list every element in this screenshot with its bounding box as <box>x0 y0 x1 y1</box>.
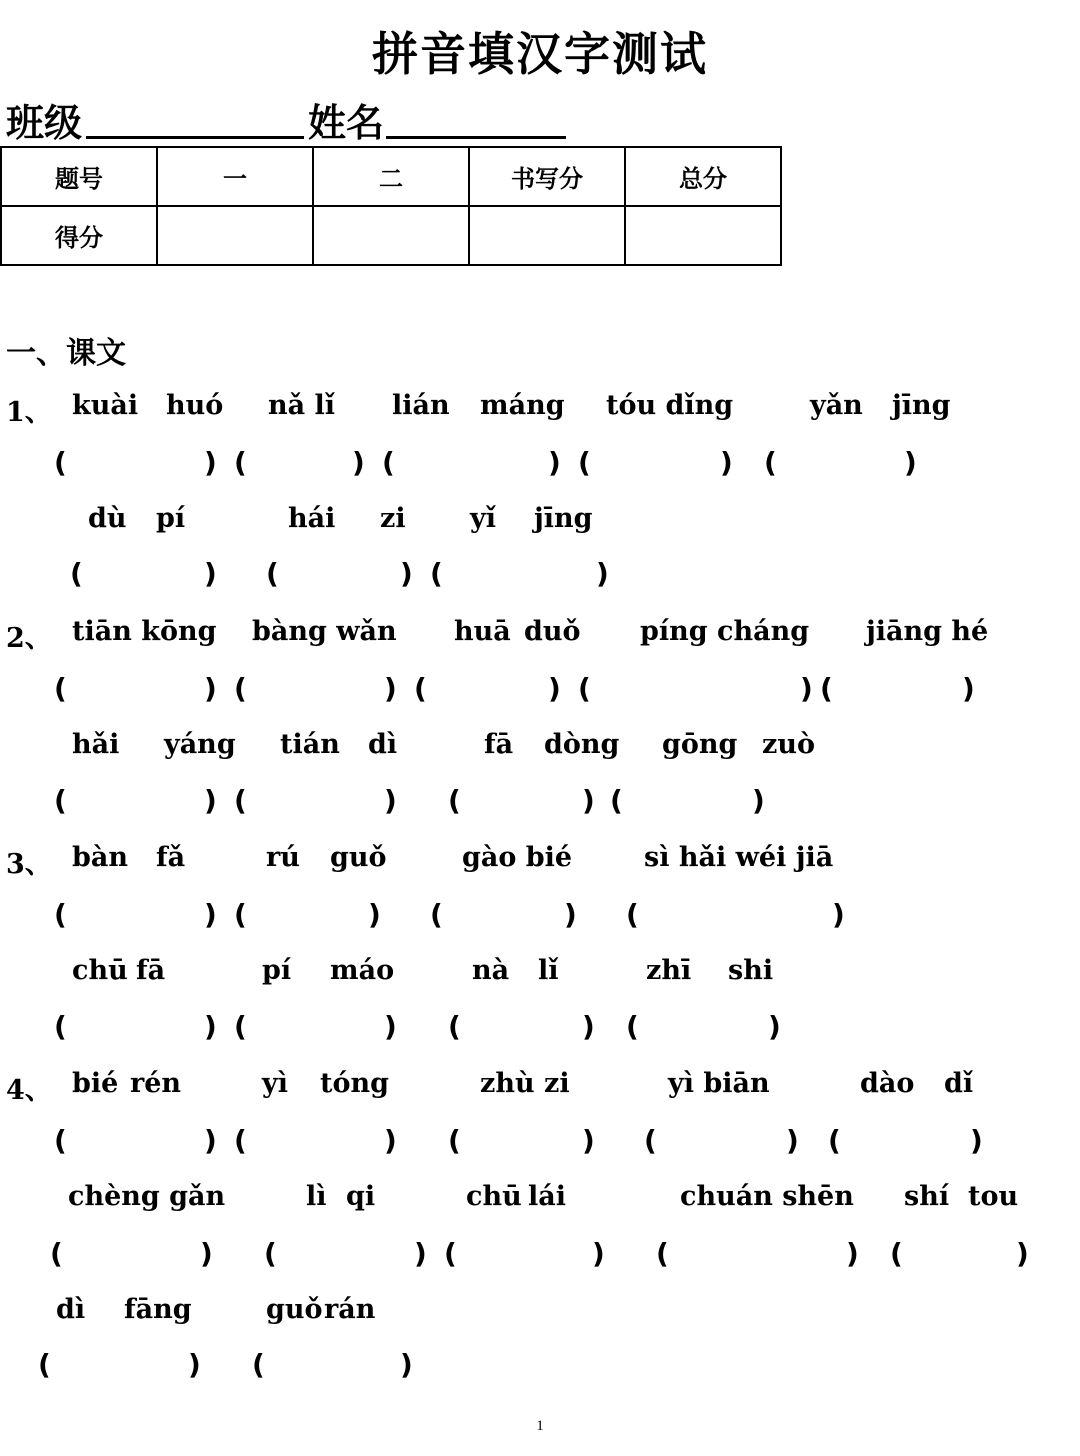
pinyin-word: fā <box>484 729 514 760</box>
pinyin-word: bié <box>72 1068 119 1099</box>
pinyin-word: lián <box>392 390 450 421</box>
pinyin-word: dù <box>88 503 127 534</box>
answer-bracket-open[interactable]: ( <box>234 784 247 817</box>
pinyin-word: tóu dǐng <box>606 390 734 421</box>
header-cell: 总分 <box>625 147 781 206</box>
answer-bracket-open[interactable]: ( <box>764 446 777 479</box>
answer-bracket-open[interactable]: ( <box>54 446 67 479</box>
class-blank[interactable] <box>86 136 304 139</box>
answer-bracket-close: ) <box>564 898 577 931</box>
answer-bracket-open[interactable]: ( <box>820 672 833 705</box>
pinyin-word: lì <box>306 1181 327 1212</box>
answer-bracket-close: ) <box>582 784 595 817</box>
answer-bracket-close: ) <box>786 1124 799 1157</box>
header-cell: 一 <box>157 147 313 206</box>
pinyin-word: jīng <box>534 503 593 534</box>
answer-bracket-close: ) <box>414 1237 427 1270</box>
answer-bracket-close: ) <box>384 672 397 705</box>
answer-bracket-open[interactable]: ( <box>448 784 461 817</box>
pinyin-word: zhù <box>480 1068 535 1099</box>
pinyin-word: sì hǎi wéi jiā <box>644 842 834 873</box>
answer-bracket-open[interactable]: ( <box>54 1124 67 1157</box>
answer-bracket-open[interactable]: ( <box>626 898 639 931</box>
answer-bracket-close: ) <box>204 784 217 817</box>
pinyin-word: dì <box>368 729 398 760</box>
pinyin-word: lǐ <box>538 955 559 986</box>
pinyin-word: rú <box>266 842 300 873</box>
answer-bracket-close: ) <box>204 1010 217 1043</box>
answer-bracket-close: ) <box>400 1348 413 1381</box>
answer-bracket-close: ) <box>582 1124 595 1157</box>
pinyin-word: yì <box>262 1068 288 1099</box>
pinyin-word: shi <box>728 955 774 986</box>
score-cell[interactable] <box>157 206 313 265</box>
pinyin-word: pí <box>156 503 186 534</box>
score-table <box>0 146 782 266</box>
pinyin-word: dòng <box>544 729 620 760</box>
pinyin-word: jīng <box>892 390 951 421</box>
score-table-header-row <box>1 147 781 206</box>
header-cell: 二 <box>313 147 469 206</box>
answer-bracket-open[interactable]: ( <box>70 557 83 590</box>
pinyin-word: tiān kōng <box>72 616 217 647</box>
pinyin-word: zi <box>380 503 406 534</box>
answer-bracket-close: ) <box>720 446 733 479</box>
answer-bracket-open[interactable]: ( <box>54 672 67 705</box>
answer-bracket-open[interactable]: ( <box>234 672 247 705</box>
answer-bracket-close: ) <box>752 784 765 817</box>
pinyin-word: duǒ <box>524 616 581 647</box>
pinyin-word: yǐ <box>470 503 496 534</box>
answer-bracket-open[interactable]: ( <box>430 898 443 931</box>
pinyin-word: gào bié <box>462 842 573 873</box>
pinyin-word: yì biān <box>668 1068 770 1099</box>
pinyin-word: guǒ <box>330 842 387 873</box>
name-blank[interactable] <box>386 136 566 139</box>
pinyin-word: qi <box>346 1181 376 1212</box>
pinyin-word: yǎn <box>810 390 863 421</box>
answer-bracket-close: ) <box>200 1237 213 1270</box>
pinyin-word: bàn <box>72 842 129 873</box>
answer-bracket-open[interactable]: ( <box>414 672 427 705</box>
answer-bracket-open[interactable]: ( <box>252 1348 265 1381</box>
question-number: 2、 <box>6 623 52 654</box>
pinyin-word: pí <box>262 955 292 986</box>
answer-bracket-open[interactable]: ( <box>38 1348 51 1381</box>
answer-bracket-open[interactable]: ( <box>448 1010 461 1043</box>
pinyin-word: huā <box>454 616 511 647</box>
answer-bracket-open[interactable]: ( <box>50 1237 63 1270</box>
answer-bracket-open[interactable]: ( <box>54 898 67 931</box>
name-label: 姓名 <box>308 101 385 145</box>
answer-bracket-open[interactable]: ( <box>234 1010 247 1043</box>
section-title: 一、课文 <box>6 336 126 371</box>
answer-bracket-close: ) <box>800 672 813 705</box>
answer-bracket-close: ) <box>548 446 561 479</box>
pinyin-word: guǒ <box>266 1294 323 1325</box>
answer-bracket-open[interactable]: ( <box>264 1237 277 1270</box>
answer-bracket-close: ) <box>548 672 561 705</box>
pinyin-word: fǎ <box>156 842 186 873</box>
pinyin-word: máng <box>480 390 565 421</box>
pinyin-word: rén <box>130 1068 182 1099</box>
answer-bracket-close: ) <box>596 557 609 590</box>
pinyin-word: chū <box>466 1181 522 1212</box>
pinyin-word: nà <box>472 955 510 986</box>
answer-bracket-close: ) <box>768 1010 781 1043</box>
pinyin-word: chuán shēn <box>680 1181 854 1212</box>
answer-bracket-open[interactable]: ( <box>578 446 591 479</box>
answer-bracket-close: ) <box>970 1124 983 1157</box>
question-number: 1、 <box>6 397 52 428</box>
answer-bracket-open[interactable]: ( <box>448 1124 461 1157</box>
score-cell[interactable] <box>469 206 625 265</box>
answer-bracket-close: ) <box>204 672 217 705</box>
answer-bracket-open[interactable]: ( <box>54 784 67 817</box>
pinyin-word: chèng gǎn <box>68 1181 226 1212</box>
answer-bracket-open[interactable]: ( <box>610 784 623 817</box>
pinyin-word: yáng <box>164 729 236 760</box>
pinyin-word: tián <box>280 729 340 760</box>
answer-bracket-close: ) <box>592 1237 605 1270</box>
pinyin-word: rán <box>324 1294 376 1325</box>
answer-bracket-close: ) <box>352 446 365 479</box>
score-cell[interactable] <box>313 206 469 265</box>
pinyin-word: jiāng hé <box>866 616 989 647</box>
page-title: 拼音填汉字测试 <box>372 27 708 81</box>
page-number: 1 <box>536 1418 544 1434</box>
pinyin-word: shí <box>904 1181 950 1212</box>
answer-bracket-close: ) <box>384 784 397 817</box>
answer-bracket-close: ) <box>904 446 917 479</box>
pinyin-word: dào <box>860 1068 915 1099</box>
pinyin-word: nǎ lǐ <box>268 390 336 421</box>
pinyin-word: huó <box>166 390 224 421</box>
pinyin-word: fā <box>136 955 166 986</box>
answer-bracket-open[interactable]: ( <box>578 672 591 705</box>
answer-bracket-close: ) <box>368 898 381 931</box>
pinyin-word: hái <box>288 503 336 534</box>
pinyin-word: píng cháng <box>640 616 810 647</box>
pinyin-word: tóng <box>320 1068 389 1099</box>
answer-bracket-open[interactable]: ( <box>828 1124 841 1157</box>
answer-bracket-open[interactable]: ( <box>266 557 279 590</box>
pinyin-word: dì <box>56 1294 86 1325</box>
answer-bracket-close: ) <box>188 1348 201 1381</box>
header-cell: 书写分 <box>469 147 625 206</box>
answer-bracket-close: ) <box>204 557 217 590</box>
answer-bracket-open[interactable]: ( <box>430 557 443 590</box>
answer-bracket-open[interactable]: ( <box>644 1124 657 1157</box>
question-number: 4、 <box>6 1075 52 1106</box>
answer-bracket-close: ) <box>204 1124 217 1157</box>
pinyin-word: zuò <box>762 729 815 760</box>
pinyin-word: bàng wǎn <box>252 616 397 647</box>
score-table-score-row <box>1 206 781 265</box>
row-label-cell: 得分 <box>1 206 157 265</box>
answer-bracket-open[interactable]: ( <box>626 1010 639 1043</box>
pinyin-word: fāng <box>124 1294 192 1325</box>
answer-bracket-close: ) <box>582 1010 595 1043</box>
answer-bracket-close: ) <box>832 898 845 931</box>
answer-bracket-close: ) <box>384 1010 397 1043</box>
answer-bracket-close: ) <box>400 557 413 590</box>
answer-bracket-close: ) <box>846 1237 859 1270</box>
answer-bracket-open[interactable]: ( <box>234 446 247 479</box>
answer-bracket-open[interactable]: ( <box>656 1237 669 1270</box>
pinyin-word: hǎi <box>72 729 120 760</box>
answer-bracket-open[interactable]: ( <box>234 898 247 931</box>
pinyin-word: zi <box>544 1068 570 1099</box>
answer-bracket-open[interactable]: ( <box>234 1124 247 1157</box>
header-cell: 题号 <box>1 147 157 206</box>
pinyin-word: tou <box>968 1181 1019 1212</box>
answer-bracket-open[interactable]: ( <box>444 1237 457 1270</box>
pinyin-word: máo <box>330 955 395 986</box>
pinyin-word: kuài <box>72 390 139 421</box>
pinyin-word: chū <box>72 955 128 986</box>
answer-bracket-close: ) <box>962 672 975 705</box>
answer-bracket-close: ) <box>384 1124 397 1157</box>
answer-bracket-close: ) <box>204 898 217 931</box>
answer-bracket-open[interactable]: ( <box>382 446 395 479</box>
class-label: 班级 <box>6 101 83 145</box>
answer-bracket-close: ) <box>1016 1237 1029 1270</box>
answer-bracket-close: ) <box>204 446 217 479</box>
answer-bracket-open[interactable]: ( <box>54 1010 67 1043</box>
question-number: 3、 <box>6 849 52 880</box>
pinyin-word: gōng <box>662 729 738 760</box>
pinyin-word: lái <box>528 1181 567 1212</box>
pinyin-word: zhī <box>646 955 692 986</box>
pinyin-word: dǐ <box>944 1068 974 1099</box>
answer-bracket-open[interactable]: ( <box>890 1237 903 1270</box>
score-cell[interactable] <box>625 206 781 265</box>
